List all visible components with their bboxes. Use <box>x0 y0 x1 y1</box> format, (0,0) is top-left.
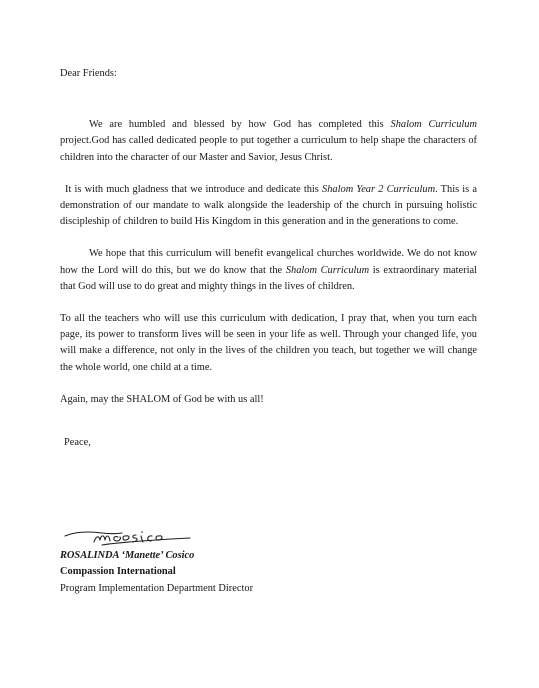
paragraph-2-text-a: It is with much gladness that we introduce and dedicate this <box>65 183 323 195</box>
paragraph-3-emphasis: Shalom Curriculum <box>285 264 370 276</box>
paragraph-2-emphasis: Shalom Year 2 Curriculum <box>322 183 436 195</box>
signature-block <box>60 548 480 597</box>
letter-body <box>60 66 477 451</box>
paragraph-3-text-b: is extraordinary material that God will use to do great and mighty things in the lives of children. <box>60 264 477 292</box>
paragraph-1-emphasis: Shalom Curriculum <box>390 119 477 131</box>
signer-title: Program Implementation Department Director <box>60 582 254 594</box>
paragraph-1-text-a: We are humbled and blessed by how God has completed this <box>89 119 391 131</box>
signer-name: ROSALINDA ‘Manette’ Cosico <box>60 550 195 561</box>
paragraph-2 <box>60 182 477 231</box>
paragraph-2-text-b: . This is a demonstration of our mandate to walk alongside the leadership of the church in pursuing holistic discipleship of children to build His Kingdom in this generation and in the generations to come. <box>60 183 478 228</box>
paragraph-4: To all the teachers who will use this curriculum with dedication, I pray that, when you turn each page, its power to transform lives will be seen in your life as well. Through your changed life, you will make a difference, not only in the lives of the children you teach, but together we will change the whole world, one child at a time. <box>60 313 477 373</box>
paragraph-3 <box>60 246 477 295</box>
signer-organization: Compassion International <box>60 566 176 578</box>
salutation: Dear Friends: <box>60 68 117 79</box>
paragraph-3-text-a: We hope that this curriculum will benefit evangelical churches worldwide. We do not know how the Lord will do this, but we do know that the <box>60 248 477 276</box>
paragraph-5: Again, may the SHALOM of God be with us all! <box>60 393 264 405</box>
paragraph-1-text-b: project.God has called dedicated people to put together a curriculum to help shape the characters of children into the character of our Master and Savior, Jesus Christ. <box>60 135 477 163</box>
closing: Peace, <box>64 437 91 449</box>
paragraph-1 <box>60 117 477 166</box>
